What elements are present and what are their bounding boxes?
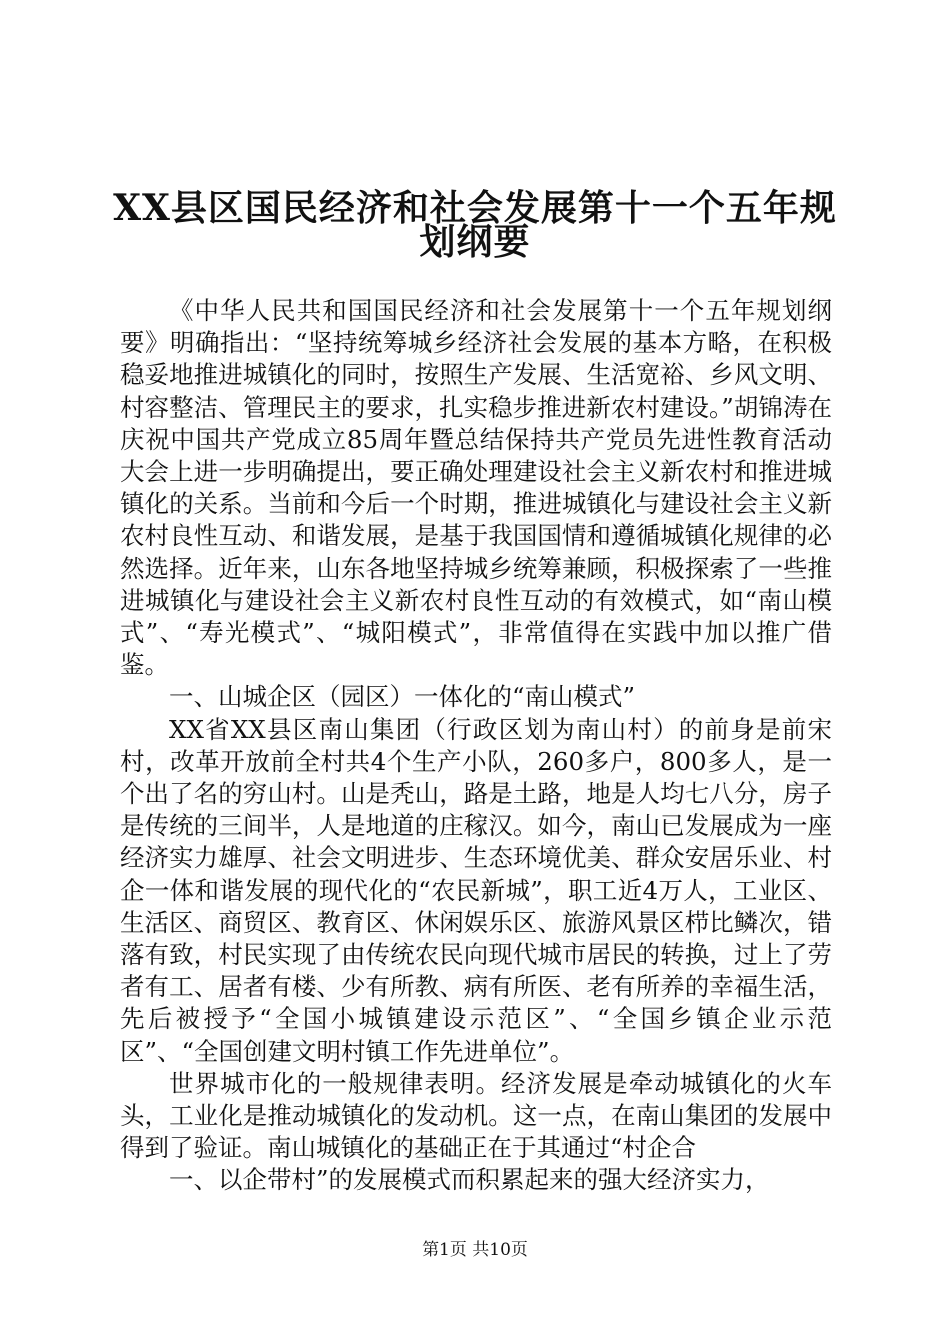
paragraph-nanshan-history: XX省XX县区南山集团（行政区划为南山村）的前身是前宋村，改革开放前全村共4个生产小队，260多户，800多人，是一个出了名的穷山村。山是秃山，路是土路，地是人均七八分，房子是传统的三间半，人是地道的庄稼汉。如今，南山已发展成为一座经济实力雄厚、社会文明进步、生态环境优美、群众安居乐业、村企一体和谐发展的现代化的“农民新城”，职工近4万人，工业区、生活区、商贸区、教育区、休闲娱乐区、旅游风景区栉比鳞次，错落有致，村民实现了由传统农民向现代城市居民的转换，过上了劳者有工、居者有楼、少有所教、病有所医、老有所养的幸福生活，先后被授予“全国小城镇建设示范区”、“全国乡镇企业示范区”、“全国创建文明村镇工作先进单位”。 bbox=[120, 714, 832, 1066]
paragraph-urbanization-law: 世界城市化的一般规律表明。经济发展是牵动城镇化的火车头，工业化是推动城镇化的发动机。这一点，在南山集团的发展中得到了验证。南山城镇化的基础正在于其通过“村企合 bbox=[120, 1068, 832, 1163]
document-body bbox=[120, 295, 832, 1197]
page-footer: 第1页 共10页 bbox=[422, 1240, 528, 1260]
section-heading-nanshan: 一、山城企区（园区）一体化的“南山模式” bbox=[169, 682, 636, 712]
document-title-line-2: 划纲要 bbox=[419, 221, 531, 263]
document-title-line-1: XX县区国民经济和社会发展第十一个五年规 bbox=[113, 187, 837, 229]
paragraph-continuation: 一、以企带村”的发展模式而积累起来的强大经济实力， bbox=[169, 1165, 770, 1195]
paragraph-intro: 《中华人民共和国国民经济和社会发展第十一个五年规划纲要》明确指出：“坚持统筹城乡经济社会发展的基本方略，在积极稳妥地推进城镇化的同时，按照生产发展、生活宽裕、乡风文明、村容整洁、管理民主的要求，扎实稳步推进新农村建设。”胡锦涛在庆祝中国共产党成立85周年暨总结保持共产党员先进性教育活动大会上进一步明确提出，要正确处理建设社会主义新农村和推进城镇化的关系。当前和今后一个时期，推进城镇化与建设社会主义新农村良性互动、和谐发展，是基于我国国情和遵循城镇化规律的必然选择。近年来，山东各地坚持城乡统筹兼顾，积极探索了一些推进城镇化与建设社会主义新农村良性互动的有效模式，如“南山模式”、“寿光模式”、“城阳模式”，非常值得在实践中加以推广借鉴。 bbox=[120, 296, 832, 680]
